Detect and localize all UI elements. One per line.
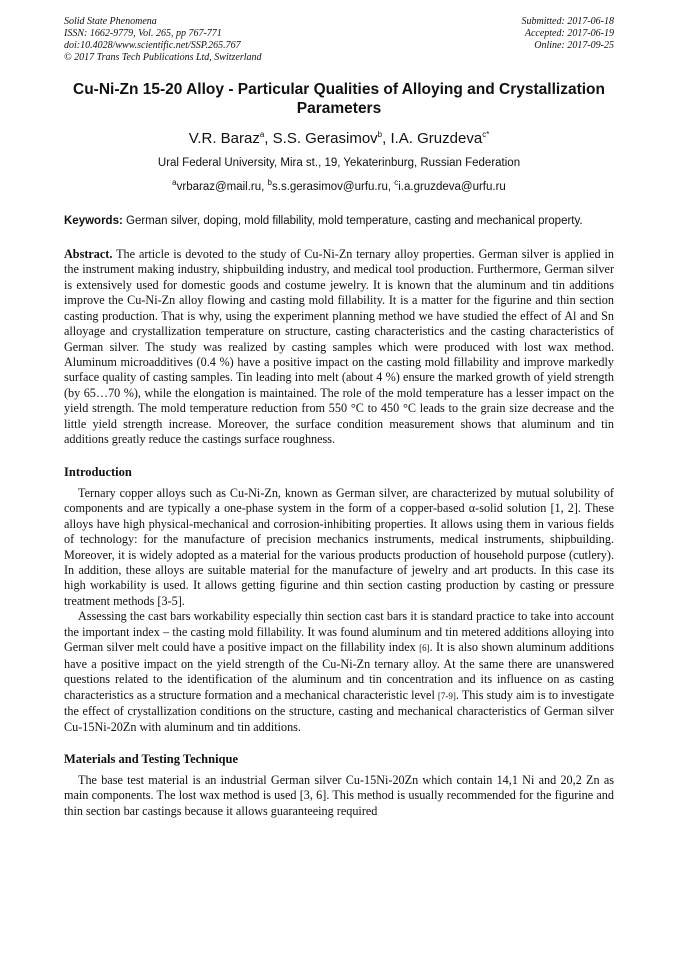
journal-issn: ISSN: 1662-9779, Vol. 265, pp 767-771	[64, 28, 222, 39]
keywords-text: German silver, doping, mold fillability, mold temperature, casting and mechanical property.	[126, 214, 583, 227]
citation-ref: [7-9]	[437, 690, 456, 701]
paragraph-text: . This study aim is to investigate the effect of crystallization conditions on the structure, casting and mechanical characteristics of German silver Cu-15Ni-20Zn with aluminum and tin additions.	[64, 687, 614, 734]
author-affil-marker: a	[259, 130, 265, 139]
author-affil-marker: c*	[482, 130, 490, 139]
date-accepted: Accepted: 2017-06-19	[524, 28, 614, 39]
materials-paragraph-1: The base test material is an industrial German silver Cu-15Ni-20Zn which contain 14,1 Ni and 20,2 Zn as main components. The lost wax method is used [3, 6]. This method is usually recommended for the figurine and thin section bar castings because it allows guaranteeing required	[64, 772, 614, 818]
email-address[interactable]: s.s.gerasimov@urfu.ru	[272, 180, 388, 193]
date-online: Online: 2017-09-25	[534, 40, 614, 51]
abstract-block	[64, 247, 614, 448]
email-marker: c	[394, 178, 399, 187]
keywords-block	[64, 214, 614, 229]
abstract-label: Abstract.	[64, 246, 113, 261]
paragraph-text: . It is also shown aluminum additions have a positive impact on the yield strength of the Cu-Ni-Zn ternary alloy. At the same there are unanswered questions related to the identification of the aluminum and tin concentration and its influence on as casting characteristics as a structure formation and a mechanical characteristic level	[64, 640, 614, 702]
author-affil-marker: b	[377, 130, 383, 139]
email-marker: b	[267, 178, 272, 187]
journal-info	[64, 16, 262, 64]
author-name: I.A. Gruzdeva	[390, 130, 483, 147]
intro-paragraph-2	[64, 609, 614, 735]
email-address[interactable]: vrbaraz@mail.ru	[176, 180, 262, 193]
date-submitted: Submitted: 2017-06-18	[521, 16, 614, 27]
citation-ref: [6]	[419, 643, 430, 654]
author-name: V.R. Baraz	[188, 130, 260, 147]
journal-name: Solid State Phenomena	[64, 16, 157, 27]
intro-paragraph-1: Ternary copper alloys such as Cu-Ni-Zn, known as German silver, are characterized by mutual solubility of components and are typically a one-phase system in the form of a copper-based α-solid solution [1, 2]. These alloys have high physical-mechanical and corrosion-inhibiting properties. It allows using them in various fields of technology: for the manufacture of precision mechanics instruments, medical instruments, shipbuilding. Moreover, it is widely adopted as a material for the various products production of household purpose (cutlery). In addition, these alloys are suitable material for the manufacture of jewelry and art products. In this case its high workability is used. It allows getting figurine and thin section casting production by casting or pressure treatment methods [3-5].	[64, 485, 614, 608]
paper-title: Cu-Ni-Zn 15-20 Alloy - Particular Qualities of Alloying and Crystallization Parameters	[73, 81, 605, 117]
author-affiliation: Ural Federal University, Mira st., 19, Yekaterinburg, Russian Federation	[157, 157, 521, 169]
journal-header	[64, 16, 614, 64]
abstract-text: The article is devoted to the study of Cu-Ni-Zn ternary alloy properties. German silver is applied in the instrument making industry, shipbuilding industry, and medical tool production. Furthermore, German silver is extensively used for domestic goods and costume jewelry. It is known that the aluminum and tin additions improve the Cu-Ni-Zn alloy flowing and casting mold fillability. It is a matter for the figurine and thin section casting production. That is why, using the experiment planning method we have studied the effect of Al and Sn alloyage and crystallization temperature on structure, casting characteristics and the casting characteristics of German silver. The study was realized by casting samples which were produced with lost wax method. Aluminum microadditives (0.4 %) have a positive impact on the casting mold fillability and improve markedly surface quality of casting samples. Tin leading into melt (about 4 %) ensure the marked growth of yield strength (by 65…70 %), while the elongation is maintained. The role of the mold temperature has a lesser impact on the yield strength. The mold temperature reduction from 550 °C to 450 °C leads to the grain size decrease and the little yield strength increase. Moreover, the surface condition measurement shows that aluminum and tin additions greatly reduce the castings surface roughness.	[64, 246, 614, 447]
publication-dates	[522, 16, 615, 64]
email-address[interactable]: i.a.gruzdeva@urfu.ru	[398, 180, 506, 193]
email-marker: a	[172, 178, 177, 187]
section-heading-materials: Materials and Testing Technique	[64, 751, 238, 766]
section-heading-introduction: Introduction	[64, 464, 132, 479]
author-list: V.R. Baraz$^a$, S.S. Gerasimov$^b$, I.A. Gruzdeva$^{c*}$	[188, 130, 490, 147]
author-emails: $^a$vrbaraz@mail.ru, $^b$s.s.gerasimov@urfu.ru, $^c$i.a.gruzdeva@urfu.ru	[172, 178, 506, 193]
author-name: S.S. Gerasimov	[272, 130, 378, 147]
keywords-label: Keywords:	[64, 214, 123, 227]
journal-doi: doi:10.4028/www.scientific.net/SSP.265.767	[64, 40, 241, 51]
journal-copyright: © 2017 Trans Tech Publications Ltd, Switzerland	[64, 52, 262, 63]
paragraph-text: Assessing the cast bars workability especially thin section cast bars it is standard practice to take into account the important index – the casting mold fillability. It was found aluminum and tin metered additions alloying into German silver melt could have a positive impact on the fillability index	[64, 609, 614, 655]
